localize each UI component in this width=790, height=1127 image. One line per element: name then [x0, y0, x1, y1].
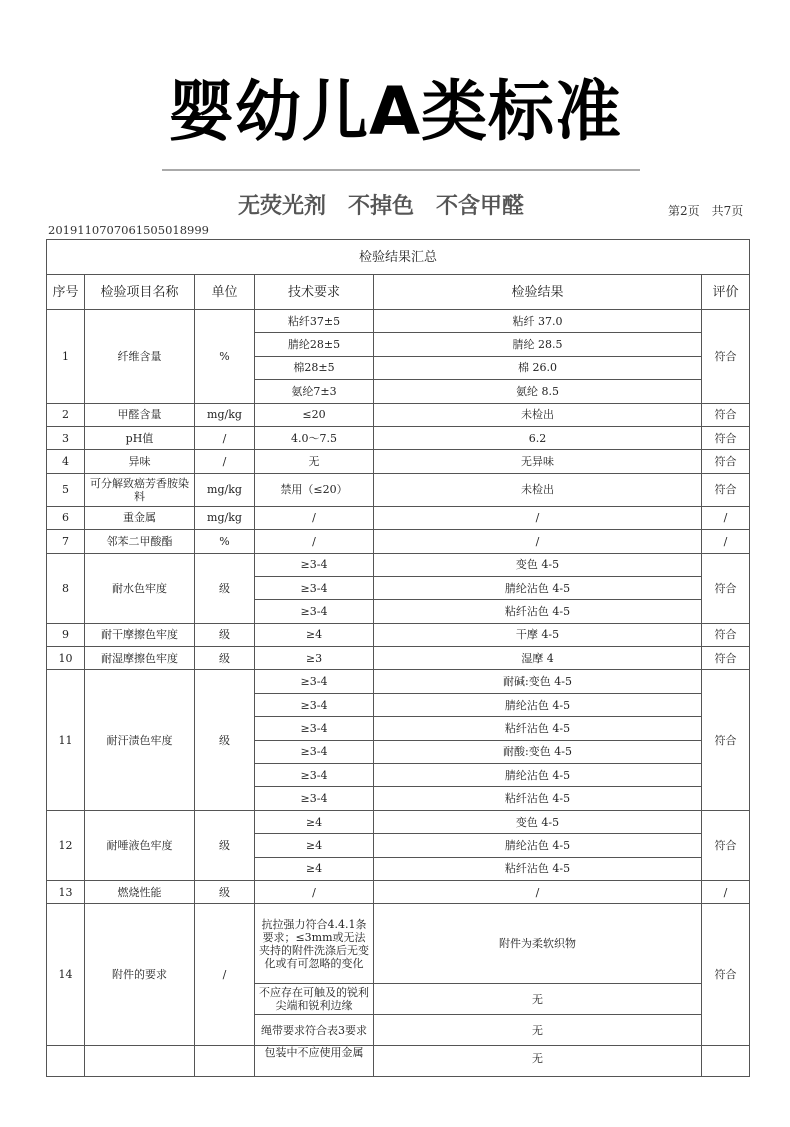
row-item: 耐汗渍色牢度	[85, 670, 195, 810]
row-no: 11	[47, 670, 85, 810]
row-no: 8	[47, 553, 85, 623]
row-result: /	[374, 880, 702, 903]
row-result: 无	[374, 1046, 702, 1077]
table-row	[47, 530, 750, 553]
row-evaluation: 符合	[702, 670, 750, 810]
table-caption: 检验结果汇总	[47, 240, 750, 275]
table-row	[47, 810, 750, 833]
row-no: 6	[47, 506, 85, 529]
row-item: 耐水色牢度	[85, 553, 195, 623]
header-no: 序号	[47, 275, 85, 310]
row-result: /	[374, 506, 702, 529]
row-requirement: 无	[255, 450, 374, 473]
row-result: 腈纶沾色 4-5	[374, 764, 702, 787]
row-requirement: ≥4	[255, 810, 374, 833]
row-result: 附件为柔软织物	[374, 904, 702, 984]
row-evaluation: 符合	[702, 647, 750, 670]
row-item: 附件的要求	[85, 904, 195, 1046]
row-unit: /	[195, 450, 255, 473]
row-unit: /	[195, 426, 255, 449]
row-evaluation: 符合	[702, 403, 750, 426]
table-row	[47, 904, 750, 984]
document-id: 2019110707061505018999	[48, 223, 209, 237]
row-result: 腈纶沾色 4-5	[374, 693, 702, 716]
header-unit: 单位	[195, 275, 255, 310]
row-unit	[195, 1046, 255, 1077]
row-requirement: 禁用（≤20）	[255, 473, 374, 506]
row-requirement: ≥3-4	[255, 787, 374, 810]
table-caption-row	[47, 240, 750, 275]
row-requirement: /	[255, 530, 374, 553]
row-no: 14	[47, 904, 85, 1046]
row-result: 耐碱:变色 4-5	[374, 670, 702, 693]
row-no: 13	[47, 880, 85, 903]
row-requirement: ≥4	[255, 857, 374, 880]
row-result: 无	[374, 984, 702, 1015]
row-result: /	[374, 530, 702, 553]
row-unit: 级	[195, 880, 255, 903]
table-row	[47, 310, 750, 333]
row-item: 重金属	[85, 506, 195, 529]
row-evaluation: 符合	[702, 553, 750, 623]
table-row	[47, 880, 750, 903]
subtitle: 无荧光剂 不掉色 不含甲醛	[238, 194, 525, 219]
row-result: 棉 26.0	[374, 356, 702, 379]
header-result: 检验结果	[374, 275, 702, 310]
row-requirement: ≤20	[255, 403, 374, 426]
page-title: 婴幼儿A类标准	[167, 73, 623, 150]
row-requirement: ≥3-4	[255, 764, 374, 787]
row-item: 可分解致癌芳香胺染料	[85, 473, 195, 506]
row-result: 氨纶 8.5	[374, 380, 702, 403]
row-item: 耐干摩擦色牢度	[85, 623, 195, 646]
row-no: 3	[47, 426, 85, 449]
row-no: 9	[47, 623, 85, 646]
row-result: 未检出	[374, 473, 702, 506]
row-item: 异味	[85, 450, 195, 473]
row-item: 耐唾液色牢度	[85, 810, 195, 880]
row-unit: /	[195, 904, 255, 1046]
row-requirement: ≥3-4	[255, 717, 374, 740]
table-row	[47, 450, 750, 473]
row-result: 粘纤沾色 4-5	[374, 787, 702, 810]
row-evaluation	[702, 1046, 750, 1077]
row-result: 湿摩 4	[374, 647, 702, 670]
row-requirement: /	[255, 506, 374, 529]
table-row	[47, 647, 750, 670]
row-evaluation: 符合	[702, 473, 750, 506]
row-no: 1	[47, 310, 85, 404]
row-unit: 级	[195, 647, 255, 670]
row-no: 7	[47, 530, 85, 553]
row-unit: mg/kg	[195, 473, 255, 506]
row-result: 粘纤沾色 4-5	[374, 717, 702, 740]
inspection-results-table	[46, 239, 750, 1077]
table-row	[47, 623, 750, 646]
row-item: 燃烧性能	[85, 880, 195, 903]
row-requirement: 抗拉强力符合4.4.1条要求；≤3mm或无法夹持的附件洗涤后无变化或有可忽略的变化	[255, 904, 374, 984]
row-no	[47, 1046, 85, 1077]
row-result: 腈纶沾色 4-5	[374, 834, 702, 857]
page-info: 第2页 共7页	[668, 204, 744, 218]
row-item: 耐湿摩擦色牢度	[85, 647, 195, 670]
row-result: 干摩 4-5	[374, 623, 702, 646]
row-unit: mg/kg	[195, 403, 255, 426]
row-requirement: 腈纶28±5	[255, 333, 374, 356]
row-result: 粘纤沾色 4-5	[374, 600, 702, 623]
row-result: 耐酸:变色 4-5	[374, 740, 702, 763]
row-no: 10	[47, 647, 85, 670]
row-requirement: /	[255, 880, 374, 903]
row-result: 无异味	[374, 450, 702, 473]
row-evaluation: /	[702, 506, 750, 529]
row-requirement: ≥3	[255, 647, 374, 670]
header-item: 检验项目名称	[85, 275, 195, 310]
row-unit: mg/kg	[195, 506, 255, 529]
row-result: 粘纤 37.0	[374, 310, 702, 333]
row-unit: 级	[195, 810, 255, 880]
row-unit: 级	[195, 623, 255, 646]
row-item: 甲醛含量	[85, 403, 195, 426]
row-result: 粘纤沾色 4-5	[374, 857, 702, 880]
row-requirement: ≥4	[255, 623, 374, 646]
row-no: 2	[47, 403, 85, 426]
row-item: pH值	[85, 426, 195, 449]
row-result: 6.2	[374, 426, 702, 449]
row-requirement: ≥4	[255, 834, 374, 857]
row-item	[85, 1046, 195, 1077]
table-row	[47, 1046, 750, 1077]
row-requirement: ≥3-4	[255, 600, 374, 623]
row-unit: %	[195, 310, 255, 404]
row-requirement: 4.0～7.5	[255, 426, 374, 449]
row-result: 腈纶沾色 4-5	[374, 576, 702, 599]
table-row	[47, 403, 750, 426]
row-result: 变色 4-5	[374, 810, 702, 833]
row-evaluation: 符合	[702, 904, 750, 1046]
row-requirement: ≥3-4	[255, 576, 374, 599]
row-requirement: 氨纶7±3	[255, 380, 374, 403]
row-result: 变色 4-5	[374, 553, 702, 576]
row-item: 纤维含量	[85, 310, 195, 404]
header-evaluation: 评价	[702, 275, 750, 310]
row-requirement: ≥3-4	[255, 740, 374, 763]
row-evaluation: /	[702, 530, 750, 553]
row-requirement: 粘纤37±5	[255, 310, 374, 333]
row-evaluation: 符合	[702, 310, 750, 404]
row-no: 4	[47, 450, 85, 473]
table-row	[47, 426, 750, 449]
row-requirement: 绳带要求符合表3要求	[255, 1015, 374, 1046]
row-item: 邻苯二甲酸酯	[85, 530, 195, 553]
row-requirement: ≥3-4	[255, 670, 374, 693]
row-evaluation: 符合	[702, 810, 750, 880]
title-divider	[162, 169, 640, 171]
row-unit: 级	[195, 670, 255, 810]
row-no: 12	[47, 810, 85, 880]
table-row	[47, 553, 750, 576]
row-evaluation: 符合	[702, 450, 750, 473]
row-no: 5	[47, 473, 85, 506]
table-row	[47, 670, 750, 693]
row-evaluation: 符合	[702, 623, 750, 646]
table-row	[47, 473, 750, 506]
row-requirement: ≥3-4	[255, 553, 374, 576]
row-unit: 级	[195, 553, 255, 623]
row-requirement: 不应存在可触及的锐利尖端和锐利边缘	[255, 984, 374, 1015]
row-evaluation: /	[702, 880, 750, 903]
header-requirement: 技术要求	[255, 275, 374, 310]
row-result: 未检出	[374, 403, 702, 426]
row-requirement: 棉28±5	[255, 356, 374, 379]
row-evaluation: 符合	[702, 426, 750, 449]
row-requirement: 包装中不应使用金属	[255, 1046, 374, 1077]
table-row	[47, 506, 750, 529]
row-unit: %	[195, 530, 255, 553]
row-requirement: ≥3-4	[255, 693, 374, 716]
table-header-row	[47, 275, 750, 310]
row-result: 腈纶 28.5	[374, 333, 702, 356]
row-result: 无	[374, 1015, 702, 1046]
